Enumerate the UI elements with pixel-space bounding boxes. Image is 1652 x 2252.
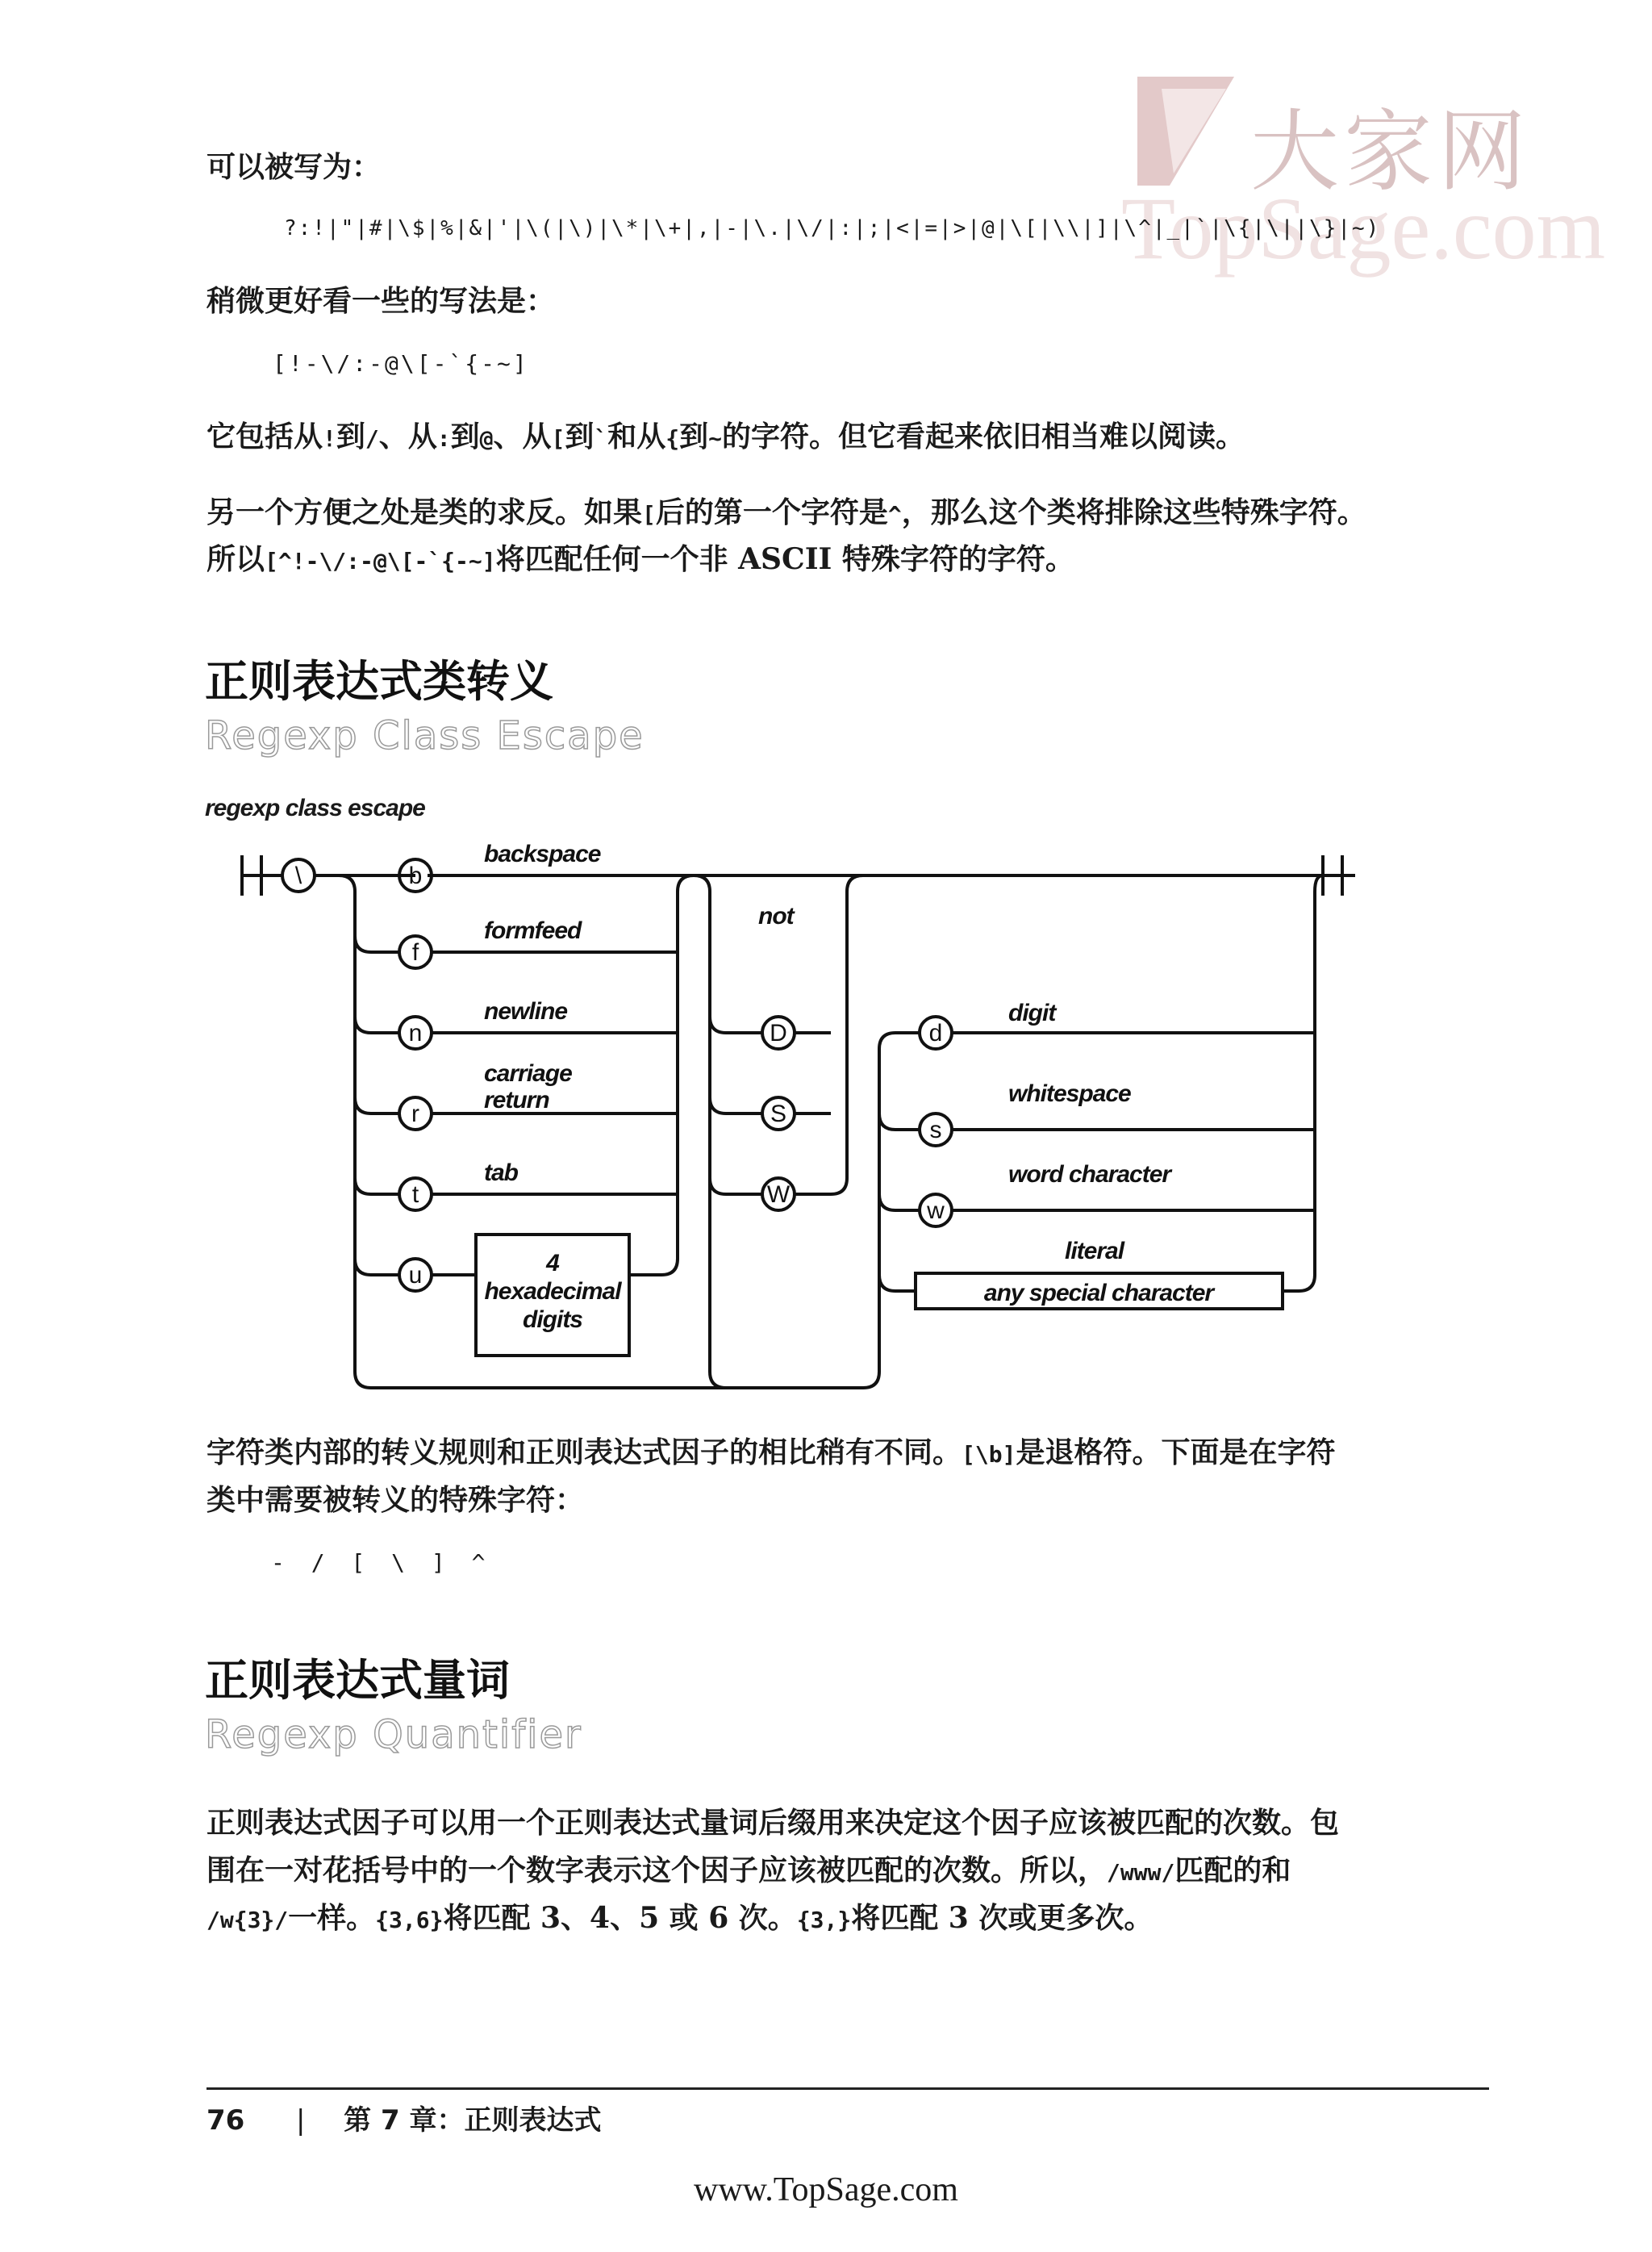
footer [206, 2098, 602, 2137]
char-r: r [411, 1101, 419, 1127]
code: [^!-\/:-@\[-`{-~] [265, 548, 496, 574]
quantifier-line1 [206, 1799, 1339, 1847]
char-f: f [411, 939, 419, 966]
code: : [436, 425, 451, 452]
intro-line2: 稍微更好看一些的写法是： [206, 284, 556, 318]
quantifier-line3 [206, 1895, 1153, 1944]
code: [ [551, 425, 565, 452]
text: 将匹配任何一个非 ASCII 特殊字符的字符。 [495, 542, 1074, 576]
text: 将匹配 3 次或更多次。 [851, 1901, 1153, 1935]
hex-box-line2: hexadecimal [484, 1278, 621, 1305]
text: 字符类内部的转义规则和正则表达式因子的相比稍有不同。 [206, 1435, 962, 1469]
text: 、从 [493, 420, 552, 453]
code: @ [479, 425, 494, 452]
section2-heading-en: Regexp Quantifier [205, 1712, 582, 1757]
intro-line1: 可以被写为： [206, 150, 382, 184]
term: 正则表达式因子 [206, 1807, 411, 1840]
code: ^ [887, 501, 902, 528]
label-backspace: backspace [484, 841, 601, 867]
label-tab: tab [484, 1159, 518, 1186]
char-n: n [408, 1020, 423, 1047]
code: {3,} [796, 1907, 852, 1933]
text: 将匹配 3、4、5 或 6 次。 [443, 1901, 797, 1935]
label-return: return [484, 1087, 549, 1113]
label-literal: literal [1065, 1238, 1124, 1264]
hex-box-line3: digits [523, 1306, 582, 1333]
code: ! [323, 425, 336, 452]
hex-box-line1: 4 [546, 1250, 559, 1276]
text: 、从 [378, 420, 437, 453]
text: 它包括从 [206, 420, 323, 453]
code-class: [!-\/:-@\[-`{-~] [273, 350, 529, 377]
text: 围在一对花括号中的一个数字表示这个因子应该被匹配的次数。所以， [206, 1853, 1108, 1887]
label-word-character: word character [1008, 1161, 1171, 1188]
code: [\b] [962, 1441, 1016, 1468]
code-alternation: ?:!|"|#|\$|%|&|'|\(|\)|\*|\+|,|-|\.|\/|:|;|<|=|>|@|\[|\\|]|\^|_|`|\{|\||\}|~) [284, 216, 1381, 240]
code: { [665, 425, 680, 452]
footer-rule [206, 2087, 1489, 2090]
text: 匹配的和 [1174, 1853, 1291, 1887]
code: /w{3}/ [206, 1907, 289, 1933]
text: 和从 [607, 420, 666, 453]
label-digit: digit [1008, 1000, 1056, 1026]
code: /www/ [1107, 1859, 1175, 1886]
char-w: w [927, 1197, 945, 1224]
code: [ [642, 501, 656, 528]
section-heading-cn: 正则表达式类转义 [205, 656, 553, 707]
text: 一样。 [288, 1901, 376, 1935]
page-number: 76 [206, 2104, 245, 2137]
watermark-logo-text: 大家网 [1250, 100, 1531, 203]
diagram-title: regexp class escape [205, 795, 425, 821]
site-url: www.TopSage.com [694, 2171, 958, 2208]
char-b: b [408, 863, 423, 889]
text: 可以用一个正则表达式量词后缀用来决定这个因子应该被匹配的次数。包 [410, 1806, 1340, 1840]
text: ，那么这个类将排除这些特殊字符。 [901, 495, 1366, 529]
text: 另一个方便之处是类的求反。如果 [206, 495, 643, 529]
code: ` [594, 425, 608, 452]
text: 到 [679, 420, 709, 453]
label-whitespace: whitespace [1008, 1080, 1131, 1107]
text: 的字符。但它看起来依旧相当难以阅读。 [722, 420, 1245, 453]
text: 到 [450, 420, 480, 453]
label-carriage: carriage [484, 1060, 572, 1087]
char-s: s [929, 1117, 942, 1143]
diagram-lines [242, 855, 1355, 1388]
section-heading-en: Regexp Class Escape [205, 713, 645, 758]
char-D: D [770, 1020, 787, 1047]
code: ~ [708, 425, 722, 452]
backslash-char: \ [294, 863, 302, 889]
label-formfeed: formfeed [484, 917, 582, 944]
text: 后的第一个字符是 [655, 495, 888, 529]
footer-separator: | [296, 2104, 306, 2137]
char-u: u [408, 1262, 423, 1289]
chapter-title: 第 7 章：正则表达式 [344, 2104, 602, 2137]
text: 到 [336, 420, 365, 453]
char-W: W [766, 1181, 791, 1208]
escape-rules-para-line2: 类中需要被转义的特殊字符： [206, 1483, 585, 1517]
code-special-chars: - / [ \ ] ^ [271, 1549, 492, 1576]
text: 是退格符。下面是在字符 [1016, 1435, 1336, 1469]
label-newline: newline [484, 998, 568, 1025]
char-S: S [770, 1101, 787, 1127]
label-not: not [758, 903, 794, 930]
label-any-special-character: any special character [983, 1280, 1214, 1306]
text: 到 [565, 420, 594, 453]
section2-heading-cn: 正则表达式量词 [205, 1655, 510, 1706]
code: / [365, 425, 379, 452]
quantifier-line2 [206, 1847, 1291, 1896]
watermark-site-text: TopSage.com [1121, 179, 1606, 278]
char-t: t [411, 1181, 419, 1208]
text: 所以 [206, 542, 265, 576]
escape-rules-para [206, 1429, 1335, 1478]
char-d: d [928, 1020, 943, 1047]
code: {3,6} [375, 1907, 444, 1933]
